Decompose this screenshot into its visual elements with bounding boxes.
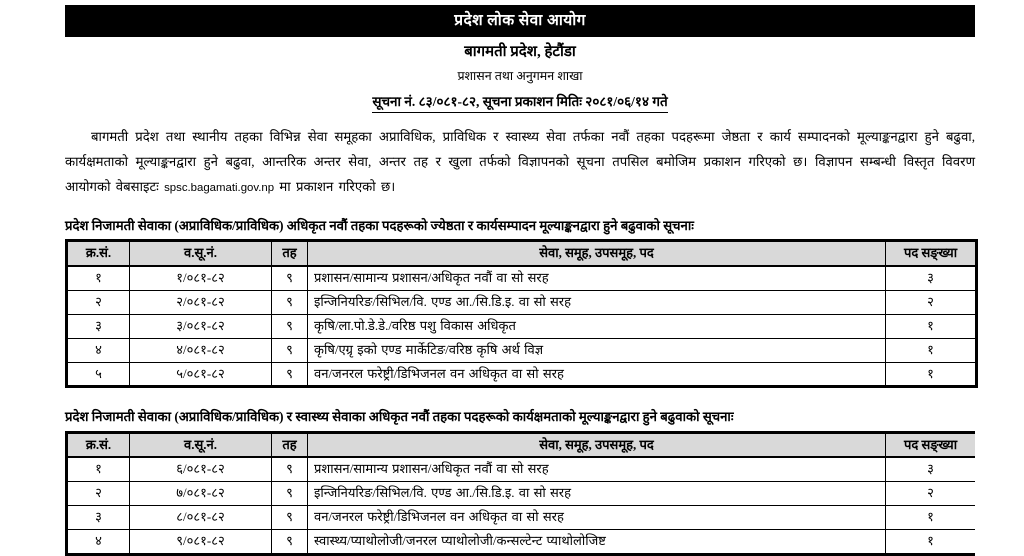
notice-number-and-date: सूचना नं. ८३/०८१-८२, सूचना प्रकाशन मितिः २०८१/०६/१४ गते xyxy=(372,94,667,113)
intro-paragraph xyxy=(65,124,975,201)
cell-advt-no: ६/०८१-८२ xyxy=(130,457,272,481)
cell-serial: २ xyxy=(67,482,130,506)
section2-table xyxy=(65,431,975,556)
cell-post-count: २ xyxy=(886,291,977,315)
section2-heading: प्रदेश निजामती सेवाका (अप्राविधिक/प्राविधिक) र स्वास्थ्य सेवाका अधिकृत नवौं तहका पदहरूको कार्यक्षमताको मूल्याङ्कनद्वारा हुने बढुवाको सूचनाः xyxy=(65,409,734,425)
cell-level: ९ xyxy=(272,338,308,362)
intro-text-after-url: मा प्रकाशन गरिएको छ। xyxy=(274,179,396,195)
cell-service: प्रशासन/सामान्य प्रशासन/अधिकृत नवौं वा सो सरह xyxy=(308,266,886,290)
table-row xyxy=(67,338,977,362)
table-header-row xyxy=(67,432,976,457)
cell-service: वन/जनरल फरेष्ट्री/डिभिजनल वन अधिकृत वा सो सरह xyxy=(308,506,886,530)
col-header-serial: क्र.सं. xyxy=(67,432,130,457)
cell-level: ९ xyxy=(272,482,308,506)
cell-serial: १ xyxy=(67,266,130,290)
col-header-level: तह xyxy=(272,241,308,266)
cell-service: इन्जिनियरिङ/सिभिल/वि. एण्ड आ./सि.डि.इ. वा सो सरह xyxy=(308,291,886,315)
cell-serial: ५ xyxy=(67,362,130,387)
cell-level: ९ xyxy=(272,291,308,315)
cell-serial: ३ xyxy=(67,506,130,530)
cell-serial: १ xyxy=(67,457,130,481)
table-row xyxy=(67,530,976,555)
notice-number-row xyxy=(65,93,975,113)
cell-post-count: १ xyxy=(886,314,977,338)
cell-advt-no: २/०८१-८२ xyxy=(130,291,272,315)
cell-service: कृषि/एग्रृ इको एण्ड मार्केटिङ/वरिष्ठ कृषि अर्थ विज्ञ xyxy=(308,338,886,362)
col-header-service: सेवा, समूह, उपसमूह, पद xyxy=(308,241,886,266)
intro-text-before-url: बागमती प्रदेश तथा स्थानीय तहका विभिन्न सेवा समूहका अप्राविधिक, प्राविधिक र स्वास्थ्य सेवा तर्फका नवौं तहका पदहरूमा जेष्ठता र कार्य सम्पादनको मूल्याङ्कनद्वारा हुने बढुवा, कार्यक्षमताको मूल्याङ्कनद्वारा हुने बढुवा, आन्तरिक अन्तर सेवा, अन्तर तह र खुला तर्फको विज्ञापनको सूचना तपसिल बमोजिम प्रकाशन गरिएको छ। विज्ञापन सम्बन्धी विस्तृत विवरण आयोगको वेबसाइटः xyxy=(65,129,975,195)
table-row xyxy=(67,314,977,338)
table-header-row xyxy=(67,241,977,266)
table-row xyxy=(67,291,977,315)
cell-level: ९ xyxy=(272,530,308,555)
cell-advt-no: ३/०८१-८२ xyxy=(130,314,272,338)
col-header-advt-no: व.सू.नं. xyxy=(130,432,272,457)
col-header-post-count: पद सङ्ख्या xyxy=(886,432,976,457)
branch-line: प्रशासन तथा अनुगमन शाखा xyxy=(457,69,583,84)
cell-post-count: २ xyxy=(886,482,976,506)
cell-service: इन्जिनियरिङ/सिभिल/वि. एण्ड आ./सि.डि.इ. वा सो सरह xyxy=(308,482,886,506)
table-row xyxy=(67,457,976,481)
cell-post-count: १ xyxy=(886,506,976,530)
document-page xyxy=(65,0,975,556)
section1-heading: प्रदेश निजामती सेवाका (अप्राविधिक/प्राविधिक) अधिकृत नवौं तहका पदहरूको ज्येष्ठता र कार्यसम्पादन मूल्याङ्कनद्वारा हुने बढुवाको सूचनाः xyxy=(65,218,694,234)
cell-advt-no: ५/०८१-८२ xyxy=(130,362,272,387)
cell-advt-no: १/०८१-८२ xyxy=(130,266,272,290)
cell-level: ९ xyxy=(272,362,308,387)
cell-post-count: ३ xyxy=(886,457,976,481)
cell-advt-no: ८/०८१-८२ xyxy=(130,506,272,530)
table-row xyxy=(67,482,976,506)
cell-serial: ४ xyxy=(67,530,130,555)
cell-service: प्रशासन/सामान्य प्रशासन/अधिकृत नवौं वा सो सरह xyxy=(308,457,886,481)
section2-table-viewport xyxy=(65,426,975,556)
cell-level: ९ xyxy=(272,506,308,530)
col-header-post-count: पद सङ्ख्या xyxy=(886,241,977,266)
cell-post-count: १ xyxy=(886,530,976,555)
cell-level: ९ xyxy=(272,314,308,338)
table-row xyxy=(67,506,976,530)
cell-advt-no: ४/०८१-८२ xyxy=(130,338,272,362)
cell-advt-no: ९/०८१-८२ xyxy=(130,530,272,555)
commission-website-url[interactable]: spsc.bagamati.gov.np xyxy=(164,182,275,195)
cell-post-count: ३ xyxy=(886,266,977,290)
cell-level: ९ xyxy=(272,266,308,290)
table-row xyxy=(67,362,977,387)
cell-service: स्वास्थ्य/प्याथोलोजी/जनरल प्याथोलोजी/कन्सल्टेन्ट प्याथोलोजिष्ट xyxy=(308,530,886,555)
col-header-serial: क्र.सं. xyxy=(67,241,130,266)
cell-serial: ४ xyxy=(67,338,130,362)
cell-serial: २ xyxy=(67,291,130,315)
cell-post-count: १ xyxy=(886,362,977,387)
cell-advt-no: ७/०८१-८२ xyxy=(130,482,272,506)
col-header-level: तह xyxy=(272,432,308,457)
cell-post-count: १ xyxy=(886,338,977,362)
province-office-line: बागमती प्रदेश, हेटौंडा xyxy=(464,44,576,61)
section1-table xyxy=(65,239,978,388)
organization-banner-title: प्रदेश लोक सेवा आयोग xyxy=(65,5,975,37)
table-row xyxy=(67,266,977,290)
col-header-advt-no: व.सू.नं. xyxy=(130,241,272,266)
col-header-service: सेवा, समूह, उपसमूह, पद xyxy=(308,432,886,457)
cell-level: ९ xyxy=(272,457,308,481)
cell-service: कृषि/ला.पो.डे.डे./वरिष्ठ पशु विकास अधिकृत xyxy=(308,314,886,338)
cell-service: वन/जनरल फरेष्ट्री/डिभिजनल वन अधिकृत वा सो सरह xyxy=(308,362,886,387)
cell-serial: ३ xyxy=(67,314,130,338)
